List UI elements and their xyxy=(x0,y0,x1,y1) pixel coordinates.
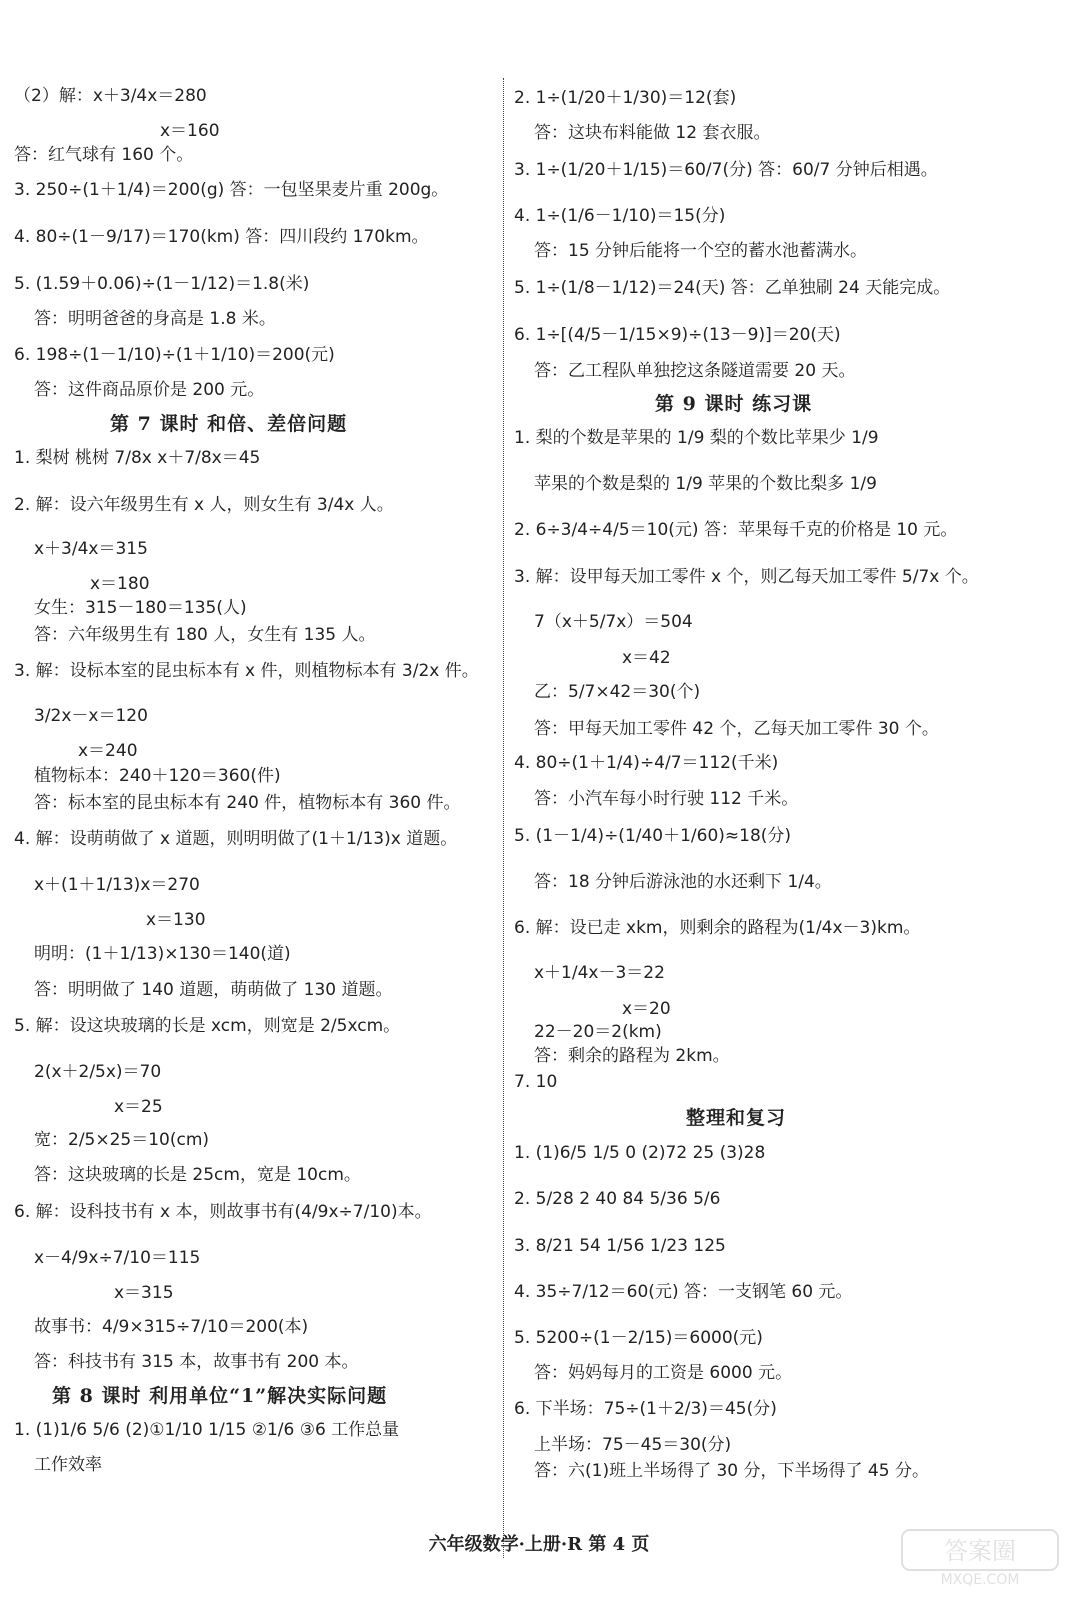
answer-line: x＝25 xyxy=(114,1097,163,1117)
answer-line: 1. (1)6/5 1/5 0 (2)72 25 (3)28 xyxy=(514,1143,766,1163)
answer-line: 上半场：75－45＝30(分) xyxy=(534,1435,732,1455)
answer-line: 7（x＋5/7x）＝504 xyxy=(534,612,693,632)
page-footer: 六年级数学·上册·R 第 4 页 xyxy=(428,1534,650,1555)
answer-line: （2）解：x＋3/4x＝280 xyxy=(14,86,207,106)
answer-line: 乙：5/7×42＝30(个) xyxy=(534,682,701,702)
answer-line: 1. 梨树 桃树 7/8x x＋7/8x＝45 xyxy=(14,448,261,468)
answer-line: 宽：2/5×25＝10(cm) xyxy=(34,1130,210,1150)
answer-line: x＋(1＋1/13)x＝270 xyxy=(34,875,200,895)
watermark-logo xyxy=(900,1528,1060,1588)
answer-line: 答：明明爸爸的身高是 1.8 米。 xyxy=(34,309,276,329)
section-heading: 整理和复习 xyxy=(686,1107,787,1129)
answer-line: 工作效率 xyxy=(34,1455,102,1475)
answer-line: 2. 1÷(1/20＋1/30)＝12(套) xyxy=(514,88,737,108)
answer-line: x＝315 xyxy=(114,1283,174,1303)
answer-line: 4. 80÷(1＋1/4)÷4/7＝112(千米) xyxy=(514,753,779,773)
answer-line: 7. 10 xyxy=(514,1072,558,1092)
answer-line: 答：15 分钟后能将一个空的蓄水池蓄满水。 xyxy=(534,241,868,261)
section-heading: 第 8 课时 利用单位“1”解决实际问题 xyxy=(52,1385,388,1407)
answer-line: 3. 1÷(1/20＋1/15)＝60/7(分) 答：60/7 分钟后相遇。 xyxy=(514,160,938,180)
answer-line: 答：六年级男生有 180 人，女生有 135 人。 xyxy=(34,625,376,645)
answer-line: 5. 5200÷(1－2/15)＝6000(元) xyxy=(514,1328,763,1348)
answer-line: x－4/9x÷7/10＝115 xyxy=(34,1248,201,1268)
answer-line: 4. 1÷(1/6－1/10)＝15(分) xyxy=(514,206,726,226)
answer-line: 3. 250÷(1＋1/4)＝200(g) 答：一包坚果麦片重 200g。 xyxy=(14,180,449,200)
answer-line: x＋3/4x＝315 xyxy=(34,539,148,559)
answer-line: 答：这块玻璃的长是 25cm，宽是 10cm。 xyxy=(34,1165,361,1185)
answer-line: 6. 解：设已走 xkm，则剩余的路程为(1/4x－3)km。 xyxy=(514,918,921,938)
answer-line: 4. 35÷7/12＝60(元) 答：一支钢笔 60 元。 xyxy=(514,1282,853,1302)
answer-line: 答：乙工程队单独挖这条隧道需要 20 天。 xyxy=(534,361,856,381)
answer-line: 2(x＋2/5x)＝70 xyxy=(34,1062,162,1082)
answer-line: 2. 5/28 2 40 84 5/36 5/6 xyxy=(514,1189,721,1209)
svg-text:MXQE.COM: MXQE.COM xyxy=(940,1572,1020,1588)
answer-line: 22－20＝2(km) xyxy=(534,1022,662,1042)
answer-line: 答：六(1)班上半场得了 30 分，下半场得了 45 分。 xyxy=(534,1461,929,1481)
answer-line: x＋1/4x－3＝22 xyxy=(534,963,665,983)
answer-line: 答：明明做了 140 道题，萌萌做了 130 道题。 xyxy=(34,980,393,1000)
answer-line: 6. 下半场：75÷(1＋2/3)＝45(分) xyxy=(514,1399,777,1419)
answer-line: 答：科技书有 315 本，故事书有 200 本。 xyxy=(34,1352,359,1372)
answer-line: 3. 8/21 54 1/56 1/23 125 xyxy=(514,1236,726,1256)
answer-line: 女生：315－180＝135(人) xyxy=(34,598,247,618)
answer-line: 答：这件商品原价是 200 元。 xyxy=(34,380,265,400)
section-heading: 第 9 课时 练习课 xyxy=(655,393,813,415)
answer-line: 答：剩余的路程为 2km。 xyxy=(534,1046,730,1066)
answer-line: x＝42 xyxy=(622,648,671,668)
answer-line: 6. 198÷(1－1/10)÷(1＋1/10)＝200(元) xyxy=(14,345,335,365)
answer-line: 6. 1÷[(4/5－1/15×9)÷(13－9)]＝20(天) xyxy=(514,325,841,345)
answer-line: 答：小汽车每小时行驶 112 千米。 xyxy=(534,789,799,809)
answer-line: 3. 解：设标本室的昆虫标本有 x 件，则植物标本有 3/2x 件。 xyxy=(14,661,479,681)
answer-line: 答：妈妈每月的工资是 6000 元。 xyxy=(534,1363,793,1383)
answer-line: 植物标本：240＋120＝360(件) xyxy=(34,766,281,786)
answer-line: 答：这块布料能做 12 套衣服。 xyxy=(534,123,771,143)
answer-line: x＝180 xyxy=(90,574,150,594)
answer-line: x＝20 xyxy=(622,999,671,1019)
svg-text:答案圈: 答案圈 xyxy=(944,1537,1016,1565)
answer-line: 4. 解：设萌萌做了 x 道题，则明明做了(1＋1/13)x 道题。 xyxy=(14,829,458,849)
answer-line: 3. 解：设甲每天加工零件 x 个，则乙每天加工零件 5/7x 个。 xyxy=(514,567,979,587)
answer-line: 5. 1÷(1/8－1/12)＝24(天) 答：乙单独刷 24 天能完成。 xyxy=(514,278,951,298)
answer-line: 苹果的个数是梨的 1/9 苹果的个数比梨多 1/9 xyxy=(534,474,877,494)
answer-line: 答：红气球有 160 个。 xyxy=(14,145,194,165)
answer-line: x＝160 xyxy=(160,121,220,141)
answer-line: 5. (1.59＋0.06)÷(1－1/12)＝1.8(米) xyxy=(14,274,310,294)
answer-line: 5. 解：设这块玻璃的长是 xcm，则宽是 2/5xcm。 xyxy=(14,1016,401,1036)
answer-line: 答：18 分钟后游泳池的水还剩下 1/4。 xyxy=(534,872,832,892)
answer-line: x＝240 xyxy=(78,741,138,761)
answer-line: 1. (1)1/6 5/6 (2)①1/10 1/15 ②1/6 ③6 工作总量 xyxy=(14,1420,400,1440)
answer-line: 2. 解：设六年级男生有 x 人，则女生有 3/4x 人。 xyxy=(14,495,394,515)
answer-line: 故事书：4/9×315÷7/10＝200(本) xyxy=(34,1317,309,1337)
answer-line: 1. 梨的个数是苹果的 1/9 梨的个数比苹果少 1/9 xyxy=(514,428,879,448)
answer-line: 答：标本室的昆虫标本有 240 件，植物标本有 360 件。 xyxy=(34,793,461,813)
answer-line: 3/2x－x＝120 xyxy=(34,706,148,726)
answer-line: x＝130 xyxy=(146,910,206,930)
answer-line: 2. 6÷3/4÷4/5＝10(元) 答：苹果每千克的价格是 10 元。 xyxy=(514,520,958,540)
answer-line: 5. (1－1/4)÷(1/40＋1/60)≈18(分) xyxy=(514,826,792,846)
answer-line: 答：甲每天加工零件 42 个，乙每天加工零件 30 个。 xyxy=(534,719,939,739)
answer-line: 6. 解：设科技书有 x 本，则故事书有(4/9x÷7/10)本。 xyxy=(14,1202,432,1222)
answer-line: 明明：(1＋1/13)×130＝140(道) xyxy=(34,944,291,964)
section-heading: 第 7 课时 和倍、差倍问题 xyxy=(110,413,348,435)
column-divider xyxy=(503,78,504,1558)
answer-line: 4. 80÷(1－9/17)＝170(km) 答：四川段约 170km。 xyxy=(14,227,429,247)
